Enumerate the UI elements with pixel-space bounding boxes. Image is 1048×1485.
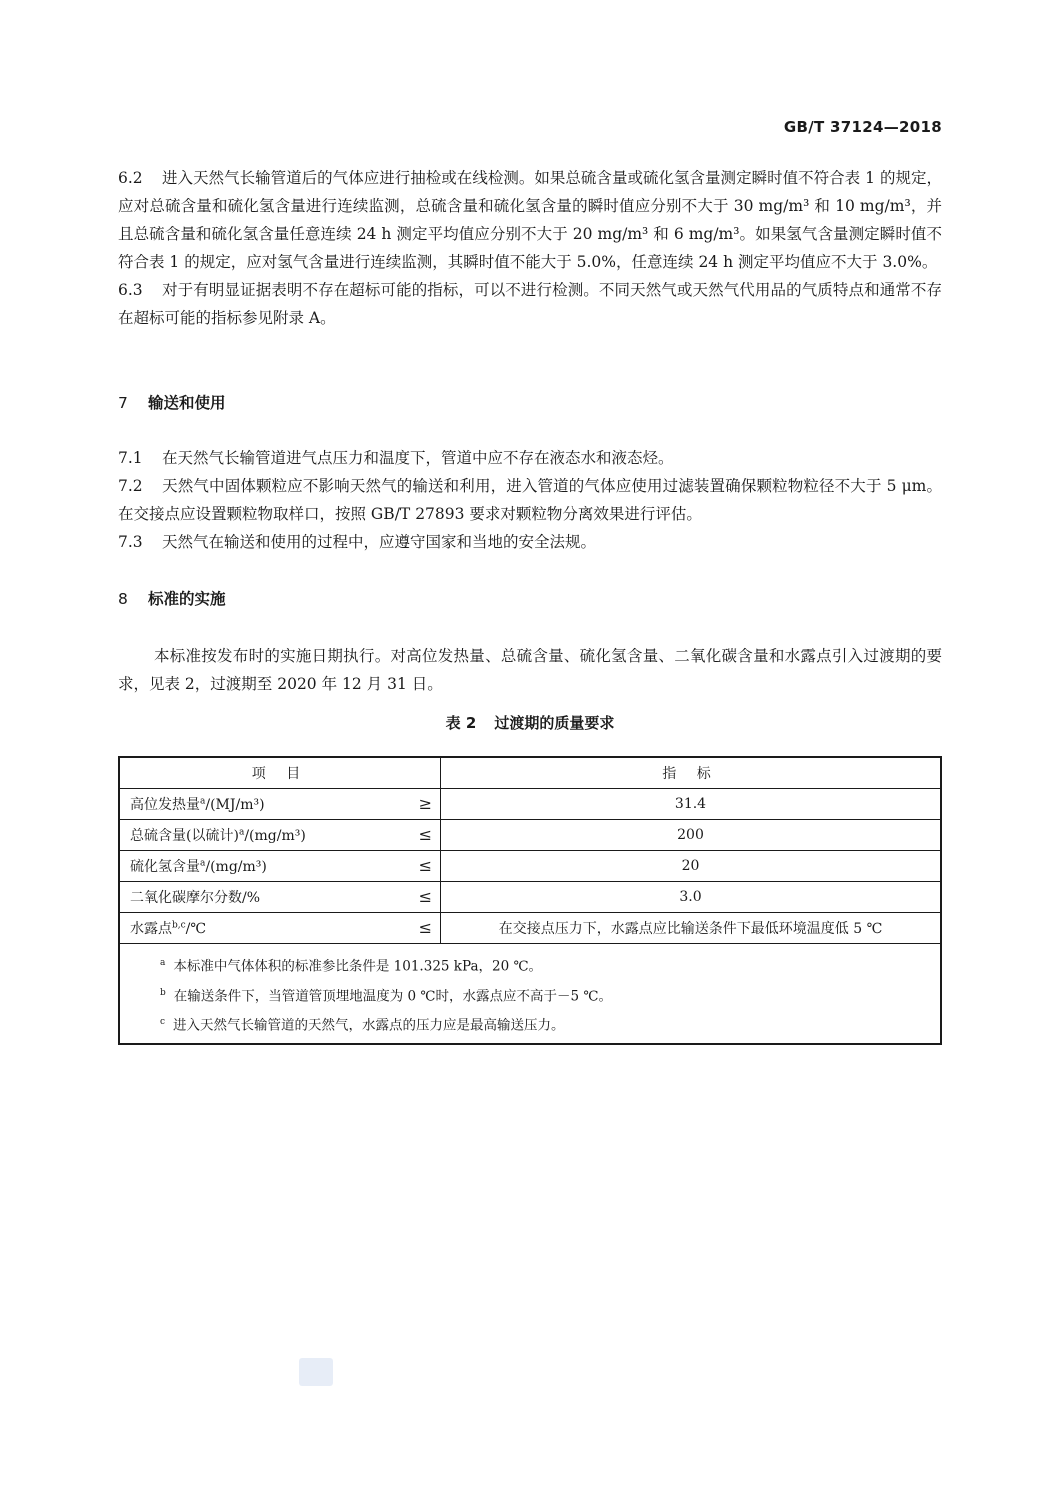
value-cell: 3.0	[441, 882, 942, 913]
item-name: 硫化氢含量	[130, 859, 200, 875]
paragraph-6-2	[118, 164, 942, 276]
paragraph-number: 6.3	[118, 281, 143, 299]
item-cell	[119, 882, 441, 913]
footnote-ref: a	[238, 827, 245, 838]
section-heading-7	[118, 389, 942, 417]
item-cell	[119, 913, 441, 944]
table-caption	[118, 712, 942, 733]
item-cell	[119, 789, 441, 820]
section-8-body	[118, 642, 942, 698]
table-notes-row	[119, 944, 941, 1044]
paragraph-number: 6.2	[118, 169, 143, 187]
comparison-sign: ≥	[418, 794, 432, 813]
value-cell: 31.4	[441, 789, 942, 820]
paragraph-number: 7.2	[118, 477, 143, 495]
item-cell	[119, 851, 441, 882]
item-unit: /℃	[185, 921, 207, 937]
value-cell: 20	[441, 851, 942, 882]
item-cell	[119, 820, 441, 851]
table-notes	[119, 944, 941, 1044]
table-row	[119, 820, 941, 851]
paragraph-text: 对于有明显证据表明不存在超标可能的指标，可以不进行检测。不同天然气或天然气代用品的气质特点和通常不存在超标可能的指标参见附录 A。	[118, 281, 942, 327]
table-body	[119, 789, 941, 1044]
footnote-ref: b,c	[172, 920, 186, 931]
table-footnote	[160, 1009, 910, 1039]
paragraph-number: 7.3	[118, 533, 143, 551]
footnote-text: 本标准中气体体积的标准参比条件是 101.325 kPa，20 ℃。	[173, 958, 543, 975]
footnote-mark: b	[160, 987, 166, 998]
item-name: 水露点	[130, 921, 172, 937]
comparison-sign: ≤	[418, 825, 432, 844]
table-row	[119, 882, 941, 913]
footnote-ref: a	[200, 796, 206, 807]
standard-number: GB/T 37124—2018	[783, 118, 942, 136]
footnote-mark: a	[160, 958, 166, 968]
table-row	[119, 789, 941, 820]
header-value: 指 标	[441, 757, 942, 789]
paragraph-text: 进入天然气长输管道后的气体应进行抽检或在线检测。如果总硫含量或硫化氢含量测定瞬时值不符合表 1 的规定，应对总硫含量和硫化氢含量进行连续监测，总硫含量和硫化氢含量的瞬时值应分别不大于 30 mg/m³ 和 10 mg/m³，并且总硫含量和硫化氢含量任意连续 24 h 测定平均值应分别不大于 20 mg/m³ 和 6 mg/m³。如果氢气含量测定瞬时值不符合表 1 的规定，应对氢气含量进行连续监测，其瞬时值不能大于 5.0%，任意连续 24 h 测定平均值应不大于 3.0%。	[118, 169, 942, 271]
item-unit: /(mg/m³)	[205, 859, 267, 875]
section-7-body	[118, 444, 942, 556]
footnote-text: 在输送条件下，当管道管顶埋地温度为 0 ℃时，水露点应不高于－5 ℃。	[173, 988, 613, 1004]
heading-number: 8	[118, 590, 128, 608]
table-row	[119, 851, 941, 882]
heading-number: 7	[118, 394, 128, 412]
section-6-continued	[118, 164, 942, 332]
item-unit: /(mg/m³)	[244, 828, 306, 844]
table-number: 表 2	[445, 714, 477, 732]
comparison-sign: ≤	[418, 856, 432, 875]
paragraph-7-2	[118, 472, 942, 528]
table-title: 过渡期的质量要求	[494, 714, 615, 732]
item-name: 高位发热量	[130, 797, 200, 813]
table-header-row	[119, 757, 941, 789]
footnote-text: 进入天然气长输管道的天然气，水露点的压力应是最高输送压力。	[173, 1017, 565, 1034]
value-cell: 在交接点压力下，水露点应比输送条件下最低环境温度低 5 ℃	[441, 913, 942, 944]
item-name: 二氧化碳摩尔分数/%	[130, 890, 261, 906]
comparison-sign: ≤	[418, 918, 432, 937]
footnote-ref: a	[200, 858, 206, 869]
heading-title: 输送和使用	[148, 394, 226, 412]
table-footnote	[160, 980, 910, 1010]
item-name: 总硫含量(以硫计)	[130, 828, 239, 844]
item-unit: /(MJ/m³)	[205, 797, 265, 813]
section-7	[118, 389, 942, 417]
table-row	[119, 913, 941, 944]
comparison-sign: ≤	[418, 887, 432, 906]
footnote-mark: c	[160, 1017, 166, 1027]
watermark-stamp	[299, 1358, 333, 1386]
paragraph-text: 天然气中固体颗粒应不影响天然气的输送和利用，进入管道的气体应使用过滤装置确保颗粒物粒径不大于 5 μm。在交接点应设置颗粒物取样口，按照 GB/T 27893 要求对颗粒物分离效果进行评估。	[118, 477, 942, 523]
section-heading-8	[118, 585, 942, 613]
section-8	[118, 585, 942, 613]
quality-requirements-table	[118, 756, 942, 1045]
header-item: 项 目	[119, 757, 441, 789]
table-footnote	[160, 950, 910, 980]
paragraph-text: 在天然气长输管道进气点压力和温度下，管道中应不存在液态水和液态烃。	[162, 449, 674, 467]
paragraph-number: 7.1	[118, 449, 143, 467]
heading-title: 标准的实施	[148, 590, 226, 608]
value-cell: 200	[441, 820, 942, 851]
paragraph-7-1	[118, 444, 942, 472]
paragraph-8: 本标准按发布时的实施日期执行。对高位发热量、总硫含量、硫化氢含量、二氧化碳含量和水露点引入过渡期的要求，见表 2，过渡期至 2020 年 12 月 31 日。	[118, 647, 942, 693]
paragraph-text: 天然气在输送和使用的过程中，应遵守国家和当地的安全法规。	[162, 533, 597, 551]
paragraph-6-3	[118, 276, 942, 332]
paragraph-7-3	[118, 528, 942, 556]
